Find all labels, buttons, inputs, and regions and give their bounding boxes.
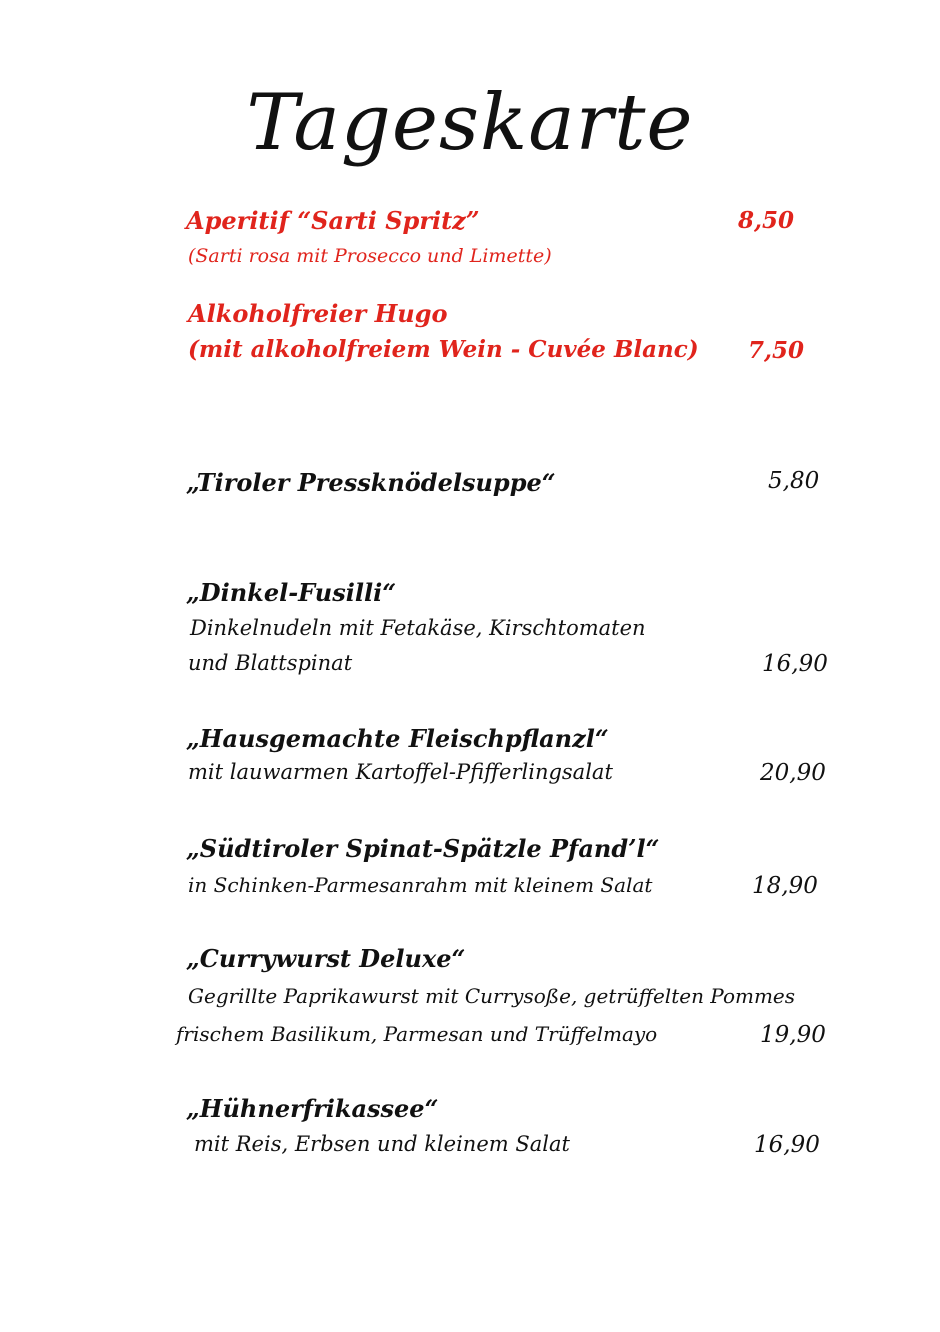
dish-name-fleischpflanzl: „Hausgemachte Fleischpflanzl“ [186,724,609,753]
soup-price: 5,80 [768,468,820,494]
dish-name-currywurst: „Currywurst Deluxe“ [186,944,466,973]
dish-name-huehnerfrikassee: „Hühnerfrikassee“ [186,1094,439,1123]
dish-description-spinat-spaetzle: in Schinken-Parmesanrahm mit kleinem Salat [188,873,653,897]
dish-description-fleischpflanzl: mit lauwarmen Kartoffel-Pfifferlingsalat [188,760,613,784]
soup-name: „Tiroler Pressknödelsuppe“ [186,468,556,497]
dish-price-dinkel-fusilli: 16,90 [762,651,828,677]
dish-description-dinkel-fusilli-line2: und Blattspinat [188,651,353,675]
dish-name-spinat-spaetzle: „Südtiroler Spinat-Spätzle Pfand’l“ [186,834,660,863]
drink-name-aperitif: Aperitif “Sarti Spritz” [186,206,480,235]
dish-description-huehnerfrikassee: mit Reis, Erbsen und kleinem Salat [194,1132,570,1156]
dish-description-currywurst-line2: frischem Basilikum, Parmesan und Trüffelmayo [176,1022,658,1046]
drink-price-aperitif: 8,50 [738,207,795,234]
drink-description-aperitif: (Sarti rosa mit Prosecco und Limette) [188,245,552,267]
dish-price-fleischpflanzl: 20,90 [760,760,826,786]
dish-description-dinkel-fusilli-line1: Dinkelnudeln mit Fetakäse, Kirschtomaten [190,616,646,640]
drink-price-hugo: 7,50 [748,337,805,364]
drink-description-hugo: (mit alkoholfreiem Wein - Cuvée Blanc) [188,336,699,363]
dish-price-huehnerfrikassee: 16,90 [754,1132,820,1158]
dish-price-spinat-spaetzle: 18,90 [752,873,818,899]
dish-price-currywurst: 19,90 [760,1022,826,1048]
dish-name-dinkel-fusilli: „Dinkel-Fusilli“ [186,578,397,607]
drink-name-hugo: Alkoholfreier Hugo [188,299,448,328]
dish-description-currywurst-line1: Gegrillte Paprikawurst mit Currysoße, getrüffelten Pommes [188,984,796,1008]
page-title: Tageskarte [246,78,694,168]
